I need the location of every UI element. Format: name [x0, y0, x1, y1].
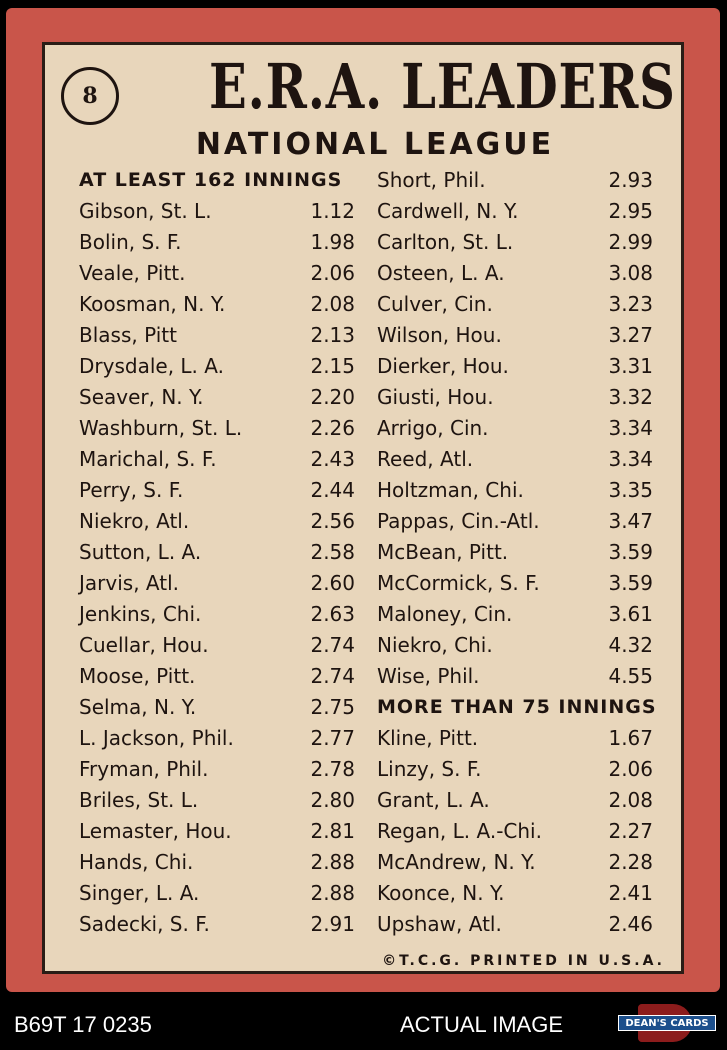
player-row: [79, 506, 355, 537]
player-row: [79, 878, 355, 909]
player-era: 2.20: [310, 385, 355, 409]
player-row: [79, 444, 355, 475]
player-era: 2.88: [310, 881, 355, 905]
logo-text: DEAN'S CARDS: [618, 1015, 716, 1031]
player-era: 3.32: [608, 385, 653, 409]
player-row: [377, 506, 653, 537]
player-row: [79, 568, 355, 599]
player-row: [79, 196, 355, 227]
left-column-heading: AT LEAST 162 INNINGS: [79, 169, 343, 191]
player-name: Briles, St. L.: [79, 788, 199, 812]
player-row: [377, 630, 653, 661]
player-row: [377, 661, 653, 692]
player-row: [377, 785, 653, 816]
player-name: Grant, L. A.: [377, 788, 490, 812]
player-name: Holtzman, Chi.: [377, 478, 524, 502]
player-era: 2.08: [608, 788, 653, 812]
player-row: [377, 351, 653, 382]
card-number: 8: [82, 83, 98, 109]
copyright-footer: ©T.C.G. PRINTED IN U.S.A.: [382, 953, 665, 969]
player-era: 3.08: [608, 261, 653, 285]
player-era: 2.88: [310, 850, 355, 874]
player-era: 3.34: [608, 447, 653, 471]
player-name: Carlton, St. L.: [377, 230, 514, 254]
player-row: [377, 847, 653, 878]
player-era: 3.59: [608, 571, 653, 595]
player-era: 2.77: [310, 726, 355, 750]
player-name: Arrigo, Cin.: [377, 416, 489, 440]
player-row: [377, 878, 653, 909]
actual-image-label: ACTUAL IMAGE: [400, 1012, 563, 1037]
player-name: Seaver, N. Y.: [79, 385, 204, 409]
player-row: [79, 692, 355, 723]
player-row: [79, 754, 355, 785]
player-name: Giusti, Hou.: [377, 385, 494, 409]
player-row: [377, 444, 653, 475]
player-name: Osteen, L. A.: [377, 261, 505, 285]
right-bottom-rows: [377, 723, 653, 940]
player-name: Maloney, Cin.: [377, 602, 513, 626]
player-row: [79, 475, 355, 506]
card-title: E.R.A. LEADERS: [209, 50, 676, 123]
player-name: Jarvis, Atl.: [79, 571, 179, 595]
left-stats-column: [79, 165, 355, 940]
player-era: 2.93: [608, 168, 653, 192]
player-era: 3.34: [608, 416, 653, 440]
player-row: [377, 413, 653, 444]
player-row: [79, 723, 355, 754]
player-name: Gibson, St. L.: [79, 199, 212, 223]
sku-label: B69T 17 0235: [14, 1012, 152, 1037]
player-era: 2.58: [310, 540, 355, 564]
player-era: 2.28: [608, 850, 653, 874]
player-row: [377, 289, 653, 320]
player-era: 1.12: [310, 199, 355, 223]
card-subtitle: NATIONAL LEAGUE: [195, 127, 555, 162]
player-era: 1.98: [310, 230, 355, 254]
player-name: Koosman, N. Y.: [79, 292, 226, 316]
player-era: 2.08: [310, 292, 355, 316]
player-row: [377, 382, 653, 413]
player-era: 2.99: [608, 230, 653, 254]
player-name: L. Jackson, Phil.: [79, 726, 234, 750]
player-name: Blass, Pitt: [79, 323, 177, 347]
player-row: [377, 165, 653, 196]
player-era: 2.06: [310, 261, 355, 285]
player-era: 3.59: [608, 540, 653, 564]
player-name: Wilson, Hou.: [377, 323, 502, 347]
player-era: 2.26: [310, 416, 355, 440]
player-era: 2.41: [608, 881, 653, 905]
player-name: Selma, N. Y.: [79, 695, 197, 719]
card-back: [6, 8, 720, 992]
player-name: Perry, S. F.: [79, 478, 184, 502]
player-era: 3.27: [608, 323, 653, 347]
player-name: Dierker, Hou.: [377, 354, 509, 378]
player-era: 3.23: [608, 292, 653, 316]
player-name: Linzy, S. F.: [377, 757, 482, 781]
player-row: [79, 816, 355, 847]
player-row: [79, 909, 355, 940]
player-row: [79, 847, 355, 878]
player-row: [377, 816, 653, 847]
player-era: 4.55: [608, 664, 653, 688]
player-era: 2.75: [310, 695, 355, 719]
player-name: Niekro, Chi.: [377, 633, 493, 657]
player-name: Cuellar, Hou.: [79, 633, 209, 657]
player-era: 2.43: [310, 447, 355, 471]
card-panel: [42, 42, 684, 974]
right-stats-column: [377, 165, 657, 940]
player-row: [79, 351, 355, 382]
player-name: Upshaw, Atl.: [377, 912, 502, 936]
player-row: [377, 723, 653, 754]
player-row: [377, 599, 653, 630]
player-name: Koonce, N. Y.: [377, 881, 505, 905]
player-row: [79, 661, 355, 692]
player-era: 2.74: [310, 664, 355, 688]
card-number-badge: [61, 67, 119, 125]
player-era: 2.80: [310, 788, 355, 812]
player-era: 2.78: [310, 757, 355, 781]
player-era: 3.35: [608, 478, 653, 502]
caption-bar: [0, 998, 727, 1050]
player-name: Singer, L. A.: [79, 881, 200, 905]
player-era: 4.32: [608, 633, 653, 657]
player-era: 2.27: [608, 819, 653, 843]
player-name: Wise, Phil.: [377, 664, 480, 688]
player-name: Moose, Pitt.: [79, 664, 196, 688]
player-row: [79, 599, 355, 630]
player-era: 2.95: [608, 199, 653, 223]
right-top-rows: [377, 165, 653, 692]
player-name: McAndrew, N. Y.: [377, 850, 536, 874]
player-era: 2.15: [310, 354, 355, 378]
player-era: 1.67: [608, 726, 653, 750]
player-era: 2.06: [608, 757, 653, 781]
player-row: [79, 413, 355, 444]
player-era: 3.47: [608, 509, 653, 533]
player-era: 2.46: [608, 912, 653, 936]
player-row: [377, 754, 653, 785]
player-era: 2.81: [310, 819, 355, 843]
player-name: McBean, Pitt.: [377, 540, 509, 564]
deans-cards-logo: [618, 1004, 716, 1042]
player-row: [377, 196, 653, 227]
player-row: [377, 227, 653, 258]
player-era: 2.63: [310, 602, 355, 626]
player-era: 2.74: [310, 633, 355, 657]
player-era: 3.31: [608, 354, 653, 378]
player-era: 2.91: [310, 912, 355, 936]
player-name: Lemaster, Hou.: [79, 819, 232, 843]
player-row: [79, 289, 355, 320]
player-name: Kline, Pitt.: [377, 726, 479, 750]
player-row: [79, 258, 355, 289]
player-name: Culver, Cin.: [377, 292, 493, 316]
player-row: [79, 785, 355, 816]
player-era: 2.13: [310, 323, 355, 347]
player-row: [377, 475, 653, 506]
player-row: [79, 382, 355, 413]
player-name: Veale, Pitt.: [79, 261, 186, 285]
player-name: Fryman, Phil.: [79, 757, 209, 781]
player-era: 2.56: [310, 509, 355, 533]
player-row: [79, 537, 355, 568]
player-name: Sadecki, S. F.: [79, 912, 210, 936]
right-column-heading: MORE THAN 75 INNINGS: [377, 696, 657, 718]
player-name: Hands, Chi.: [79, 850, 194, 874]
player-era: 3.61: [608, 602, 653, 626]
player-name: Drysdale, L. A.: [79, 354, 224, 378]
player-name: Niekro, Atl.: [79, 509, 190, 533]
player-name: Reed, Atl.: [377, 447, 474, 471]
player-name: Pappas, Cin.-Atl.: [377, 509, 540, 533]
player-name: Cardwell, N. Y.: [377, 199, 519, 223]
player-row: [79, 630, 355, 661]
player-era: 2.44: [310, 478, 355, 502]
player-name: Washburn, St. L.: [79, 416, 243, 440]
player-row: [377, 909, 653, 940]
player-name: Sutton, L. A.: [79, 540, 202, 564]
player-row: [377, 320, 653, 351]
player-name: Regan, L. A.-Chi.: [377, 819, 542, 843]
player-name: Marichal, S. F.: [79, 447, 217, 471]
player-name: Bolin, S. F.: [79, 230, 182, 254]
player-row: [377, 537, 653, 568]
player-era: 2.60: [310, 571, 355, 595]
player-row: [79, 227, 355, 258]
player-row: [377, 258, 653, 289]
player-name: Jenkins, Chi.: [79, 602, 202, 626]
player-row: [377, 568, 653, 599]
player-name: McCormick, S. F.: [377, 571, 540, 595]
player-name: Short, Phil.: [377, 168, 486, 192]
player-row: [79, 320, 355, 351]
